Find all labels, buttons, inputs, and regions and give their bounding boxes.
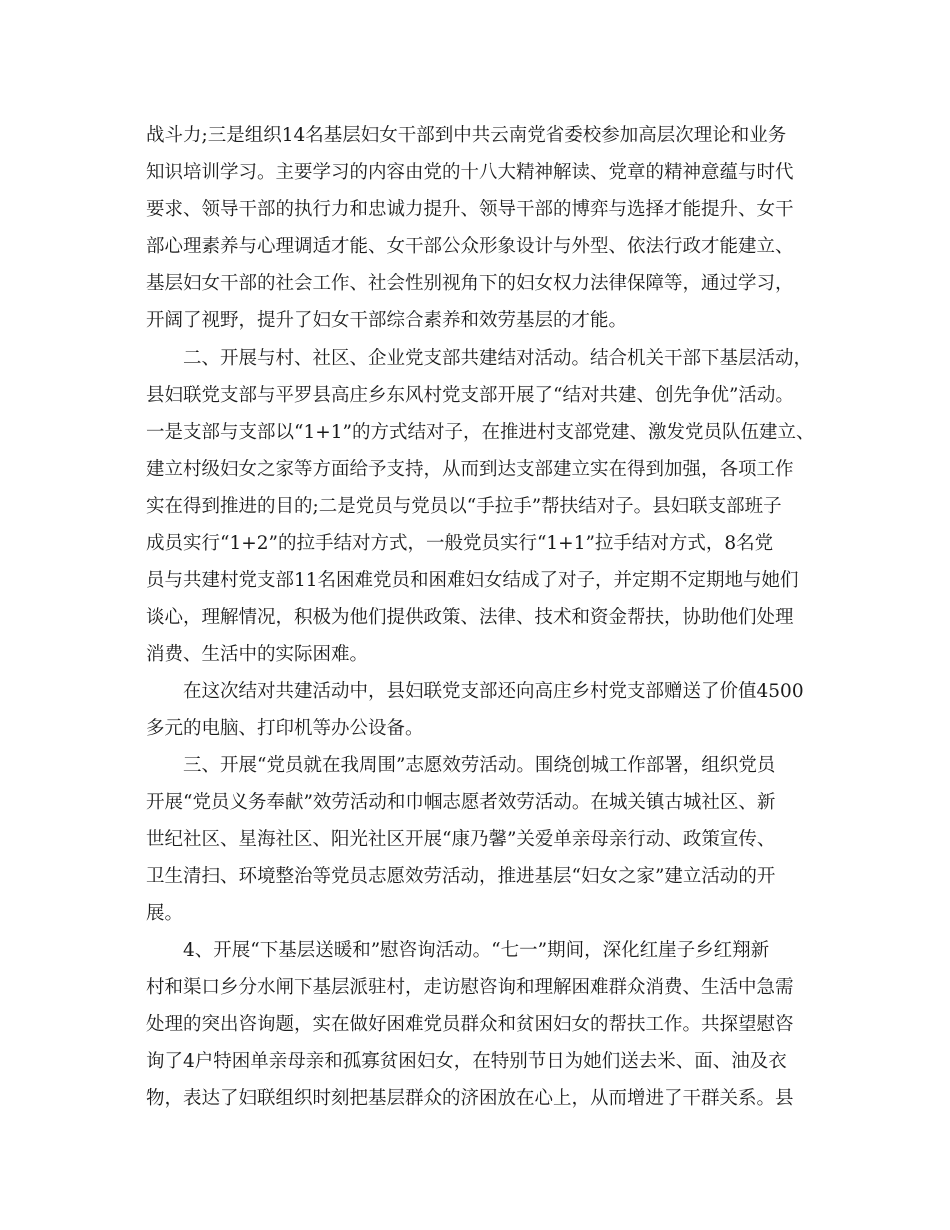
text-line: 消费、生活中的实际困难。 [146,644,369,665]
text-line: 实在得到推进的目的;二是党员与党员以“手拉手”帮扶结对子。县妇联支部班子 [146,496,782,517]
text-line: 在这次结对共建活动中，县妇联党支部还向高庄乡村党支部赠送了价值4500 [183,681,804,702]
text-line: 二、开展与村、社区、企业党支部共建结对活动。结合机关干部下基层活动， [183,348,813,369]
text-line: 谈心，理解情况，积极为他们提供政策、法律、技术和资金帮扶，协助他们处理 [146,607,794,628]
text-line: 询了4户特困单亲母亲和孤寡贫困妇女，在特别节日为她们送去米、面、油及衣 [146,1051,787,1072]
text-line: 开阔了视野，提升了妇女干部综合素养和效劳基层的才能。 [146,310,628,331]
text-line: 4、开展“下基层送暖和”慰咨询活动。“七一”期间，深化红崖子乡红翔新 [183,940,770,961]
text-line: 基层妇女干部的社会工作、社会性别视角下的妇女权力法律保障等，通过学习， [146,273,794,294]
text-line: 要求、领导干部的执行力和忠诚力提升、领导干部的博弈与选择才能提升、女干 [146,199,794,220]
text-line: 展。 [146,903,184,924]
text-line: 物，表达了妇联组织时刻把基层群众的济困放在心上，从而增进了干群关系。县 [146,1088,794,1109]
text-line: 开展“党员义务奉献”效劳活动和巾帼志愿者效劳活动。在城关镇古城社区、新 [146,792,776,813]
text-line: 战斗力;三是组织14名基层妇女干部到中共云南党省委校参加高层次理论和业务 [146,125,787,146]
text-line: 知识培训学习。主要学习的内容由党的十八大精神解读、党章的精神意蕴与时代 [146,162,794,183]
text-line: 村和渠口乡分水闸下基层派驻村，走访慰咨询和理解困难群众消费、生活中急需 [146,977,794,998]
text-line: 处理的突出咨询题，实在做好困难党员群众和贫困妇女的帮扶工作。共探望慰咨 [146,1014,794,1035]
text-line: 部心理素养与心理调适才能、女干部公众形象设计与外型、依法行政才能建立、 [146,236,794,257]
text-line: 县妇联党支部与平罗县高庄乡东风村党支部开展了“结对共建、创先争优”活动。 [146,385,794,406]
text-line: 员与共建村党支部11名困难党员和困难妇女结成了对子，并定期不定期地与她们 [146,570,799,591]
text-line: 建立村级妇女之家等方面给予支持，从而到达支部建立实在得到加强，各项工作 [146,459,794,480]
text-line: 世纪社区、星海社区、阳光社区开展“康乃馨”关爱单亲母亲行动、政策宣传、 [146,829,776,850]
text-line: 多元的电脑、打印机等办公设备。 [146,718,424,739]
text-line: 一是支部与支部以“1+1”的方式结对子，在推进村支部党建、激发党员队伍建立、 [146,422,815,443]
text-line: 成员实行“1+2”的拉手结对方式，一般党员实行“1+1”拉手结对方式，8名党 [146,533,774,554]
text-line: 卫生清扫、环境整治等党员志愿效劳活动，推进基层“妇女之家”建立活动的开 [146,866,776,887]
text-line: 三、开展“党员就在我周围”志愿效劳活动。围绕创城工作部署，组织党员 [183,755,776,776]
